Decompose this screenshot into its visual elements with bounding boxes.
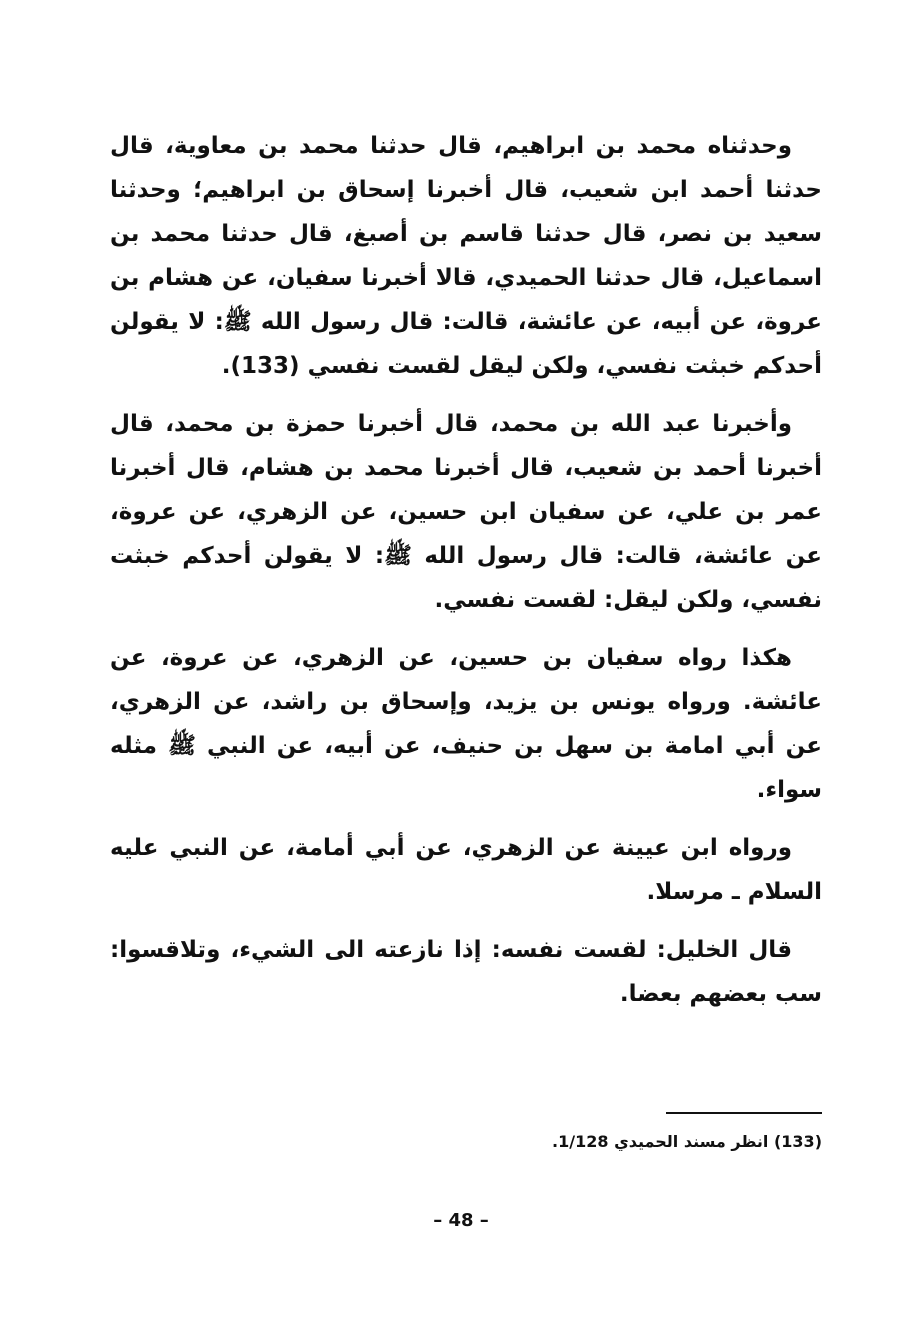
paragraph-4: ورواه ابن عيينة عن الزهري، عن أبي أمامة، عن النبي عليه السلام ـ مرسلا. [110,835,822,905]
paragraph-1: وحدثناه محمد بن ابراهيم، قال حدثنا محمد بن معاوية، قال حدثنا أحمد ابن شعيب، قال أخبرنا إسحاق بن ابراهيم؛ وحدثنا سعيد بن نصر، قال حدثنا قاسم بن أصبغ، قال حدثنا محمد بن اسماعيل، قال حدثنا الحميدي، قالا أخبرنا سفيان، عن هشام بن عروة، عن أبيه، عن عائشة، قالت: قال رسول الله ﷺ: لا يقولن أحدكم خبثت نفسي، ولكن ليقل لقست نفسي (133). [110,133,822,379]
page-number: – 48 – [433,1210,489,1231]
footnote-133: (133) انظر مسند الحميدي 1/128. [552,1132,822,1151]
main-text [110,124,822,1030]
paragraph-5: قال الخليل: لقست نفسه: إذا نازعته الى الشيء، وتلاقسوا: سب بعضهم بعضا. [110,937,822,1007]
paragraph-2: وأخبرنا عبد الله بن محمد، قال أخبرنا حمزة بن محمد، قال أخبرنا أحمد بن شعيب، قال أخبرنا محمد بن هشام، قال أخبرنا عمر بن علي، عن سفيان ابن حسين، عن الزهري، عن عروة، عن عائشة، قالت: قال رسول الله ﷺ: لا يقولن أحدكم خبثت نفسي، ولكن ليقل: لقست نفسي. [110,411,822,613]
paragraph-3: هكذا رواه سفيان بن حسين، عن الزهري، عن عروة، عن عائشة. ورواه يونس بن يزيد، وإسحاق بن راشد، عن الزهري، عن أبي امامة بن سهل بن حنيف، عن أبيه، عن النبي ﷺ مثله سواء. [110,645,822,803]
footnote-divider [666,1112,822,1114]
